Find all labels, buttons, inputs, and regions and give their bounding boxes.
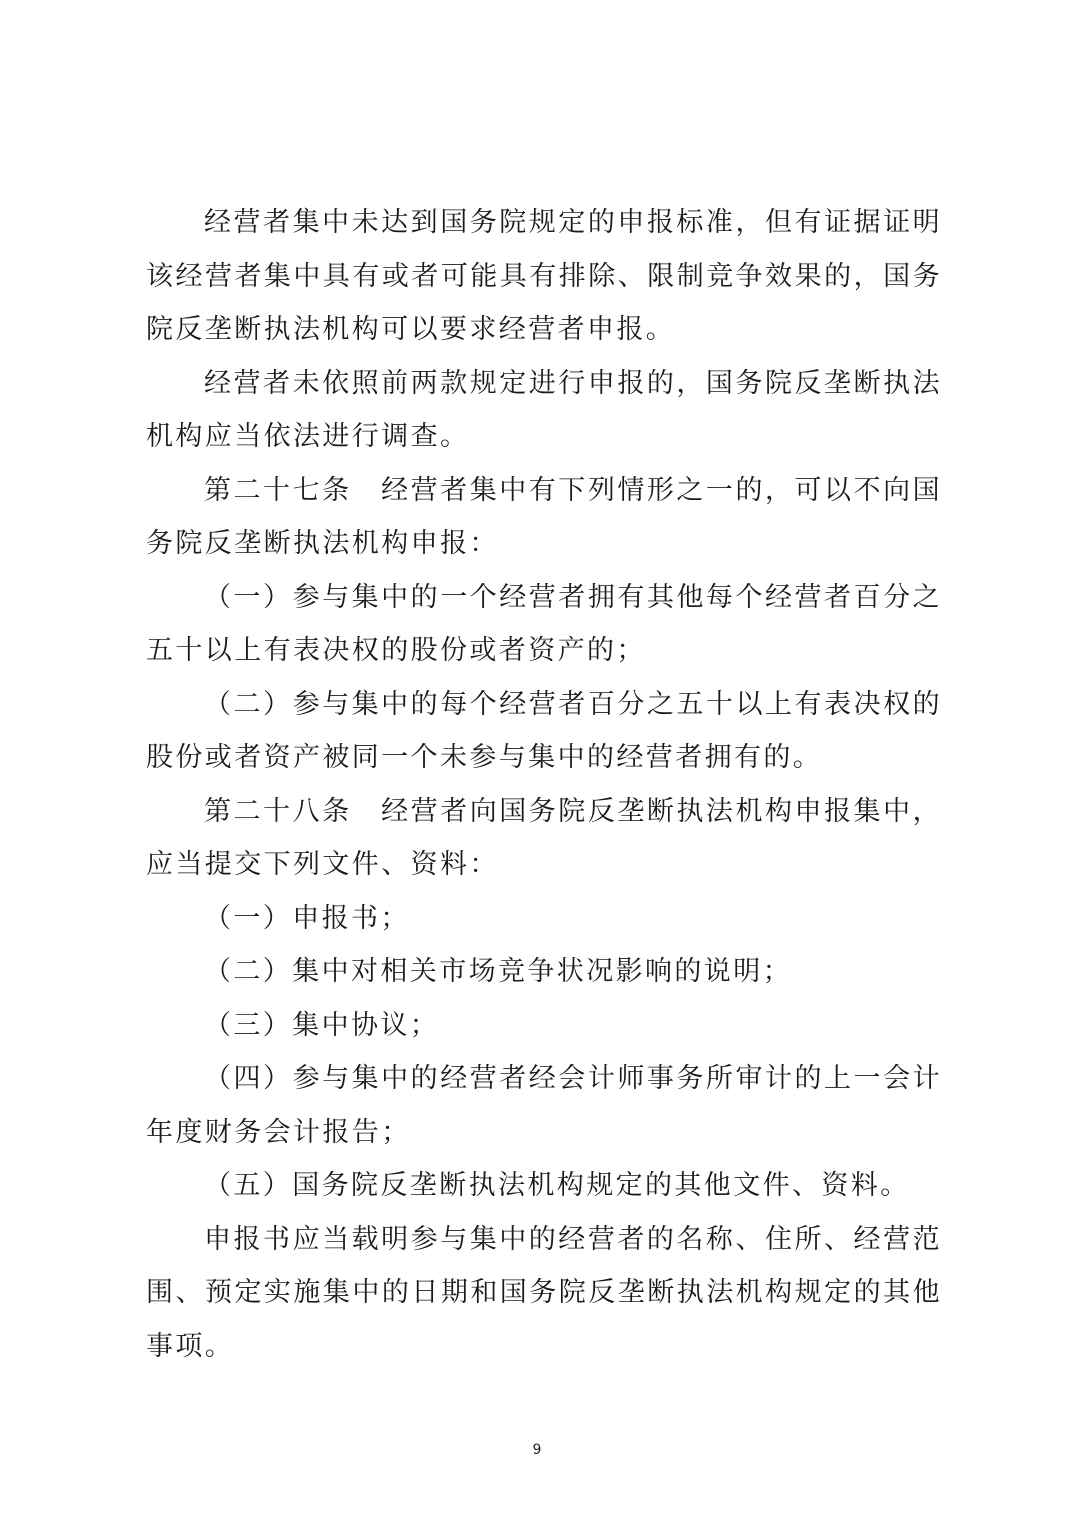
paragraph-article-27-item-1: （一）参与集中的一个经营者拥有其他每个经营者百分之五十以上有表决权的股份或者资产的；: [146, 581, 942, 666]
paragraph-article-28-item-5: （五）国务院反垄断执法机构规定的其他文件、资料。: [204, 1170, 910, 1201]
paragraph-article-28-item-3: （三）集中协议；: [204, 1009, 440, 1041]
paragraph-article-27-item-2: （二）参与集中的每个经营者百分之五十以上有表决权的股份或者资产被同一个未参与集中的经营者拥有的。: [146, 688, 942, 773]
page-number: 9: [532, 1442, 542, 1458]
paragraph-article-28-item-2: （二）集中对相关市场竞争状况影响的说明；: [204, 956, 792, 987]
document-body: [146, 196, 942, 1373]
paragraph-filing-contents: 申报书应当载明参与集中的经营者的名称、住所、经营范围、预定实施集中的日期和国务院反垄断执法机构规定的其他事项。: [146, 1223, 942, 1362]
paragraph-article-28-item-1: （一）申报书；: [204, 902, 410, 934]
paragraph-article-27: 第二十七条 经营者集中有下列情形之一的，可以不向国务院反垄断执法机构申报：: [146, 474, 942, 559]
paragraph-article-28: 第二十八条 经营者向国务院反垄断执法机构申报集中，应当提交下列文件、资料：: [146, 795, 942, 880]
paragraph-filing-requirement: 经营者集中未达到国务院规定的申报标准，但有证据证明该经营者集中具有或者可能具有排除、限制竞争效果的，国务院反垄断执法机构可以要求经营者申报。: [146, 207, 942, 345]
paragraph-investigation: 经营者未依照前两款规定进行申报的，国务院反垄断执法机构应当依法进行调查。: [146, 367, 942, 452]
paragraph-article-28-item-4: （四）参与集中的经营者经会计师事务所审计的上一会计年度财务会计报告；: [146, 1063, 942, 1148]
